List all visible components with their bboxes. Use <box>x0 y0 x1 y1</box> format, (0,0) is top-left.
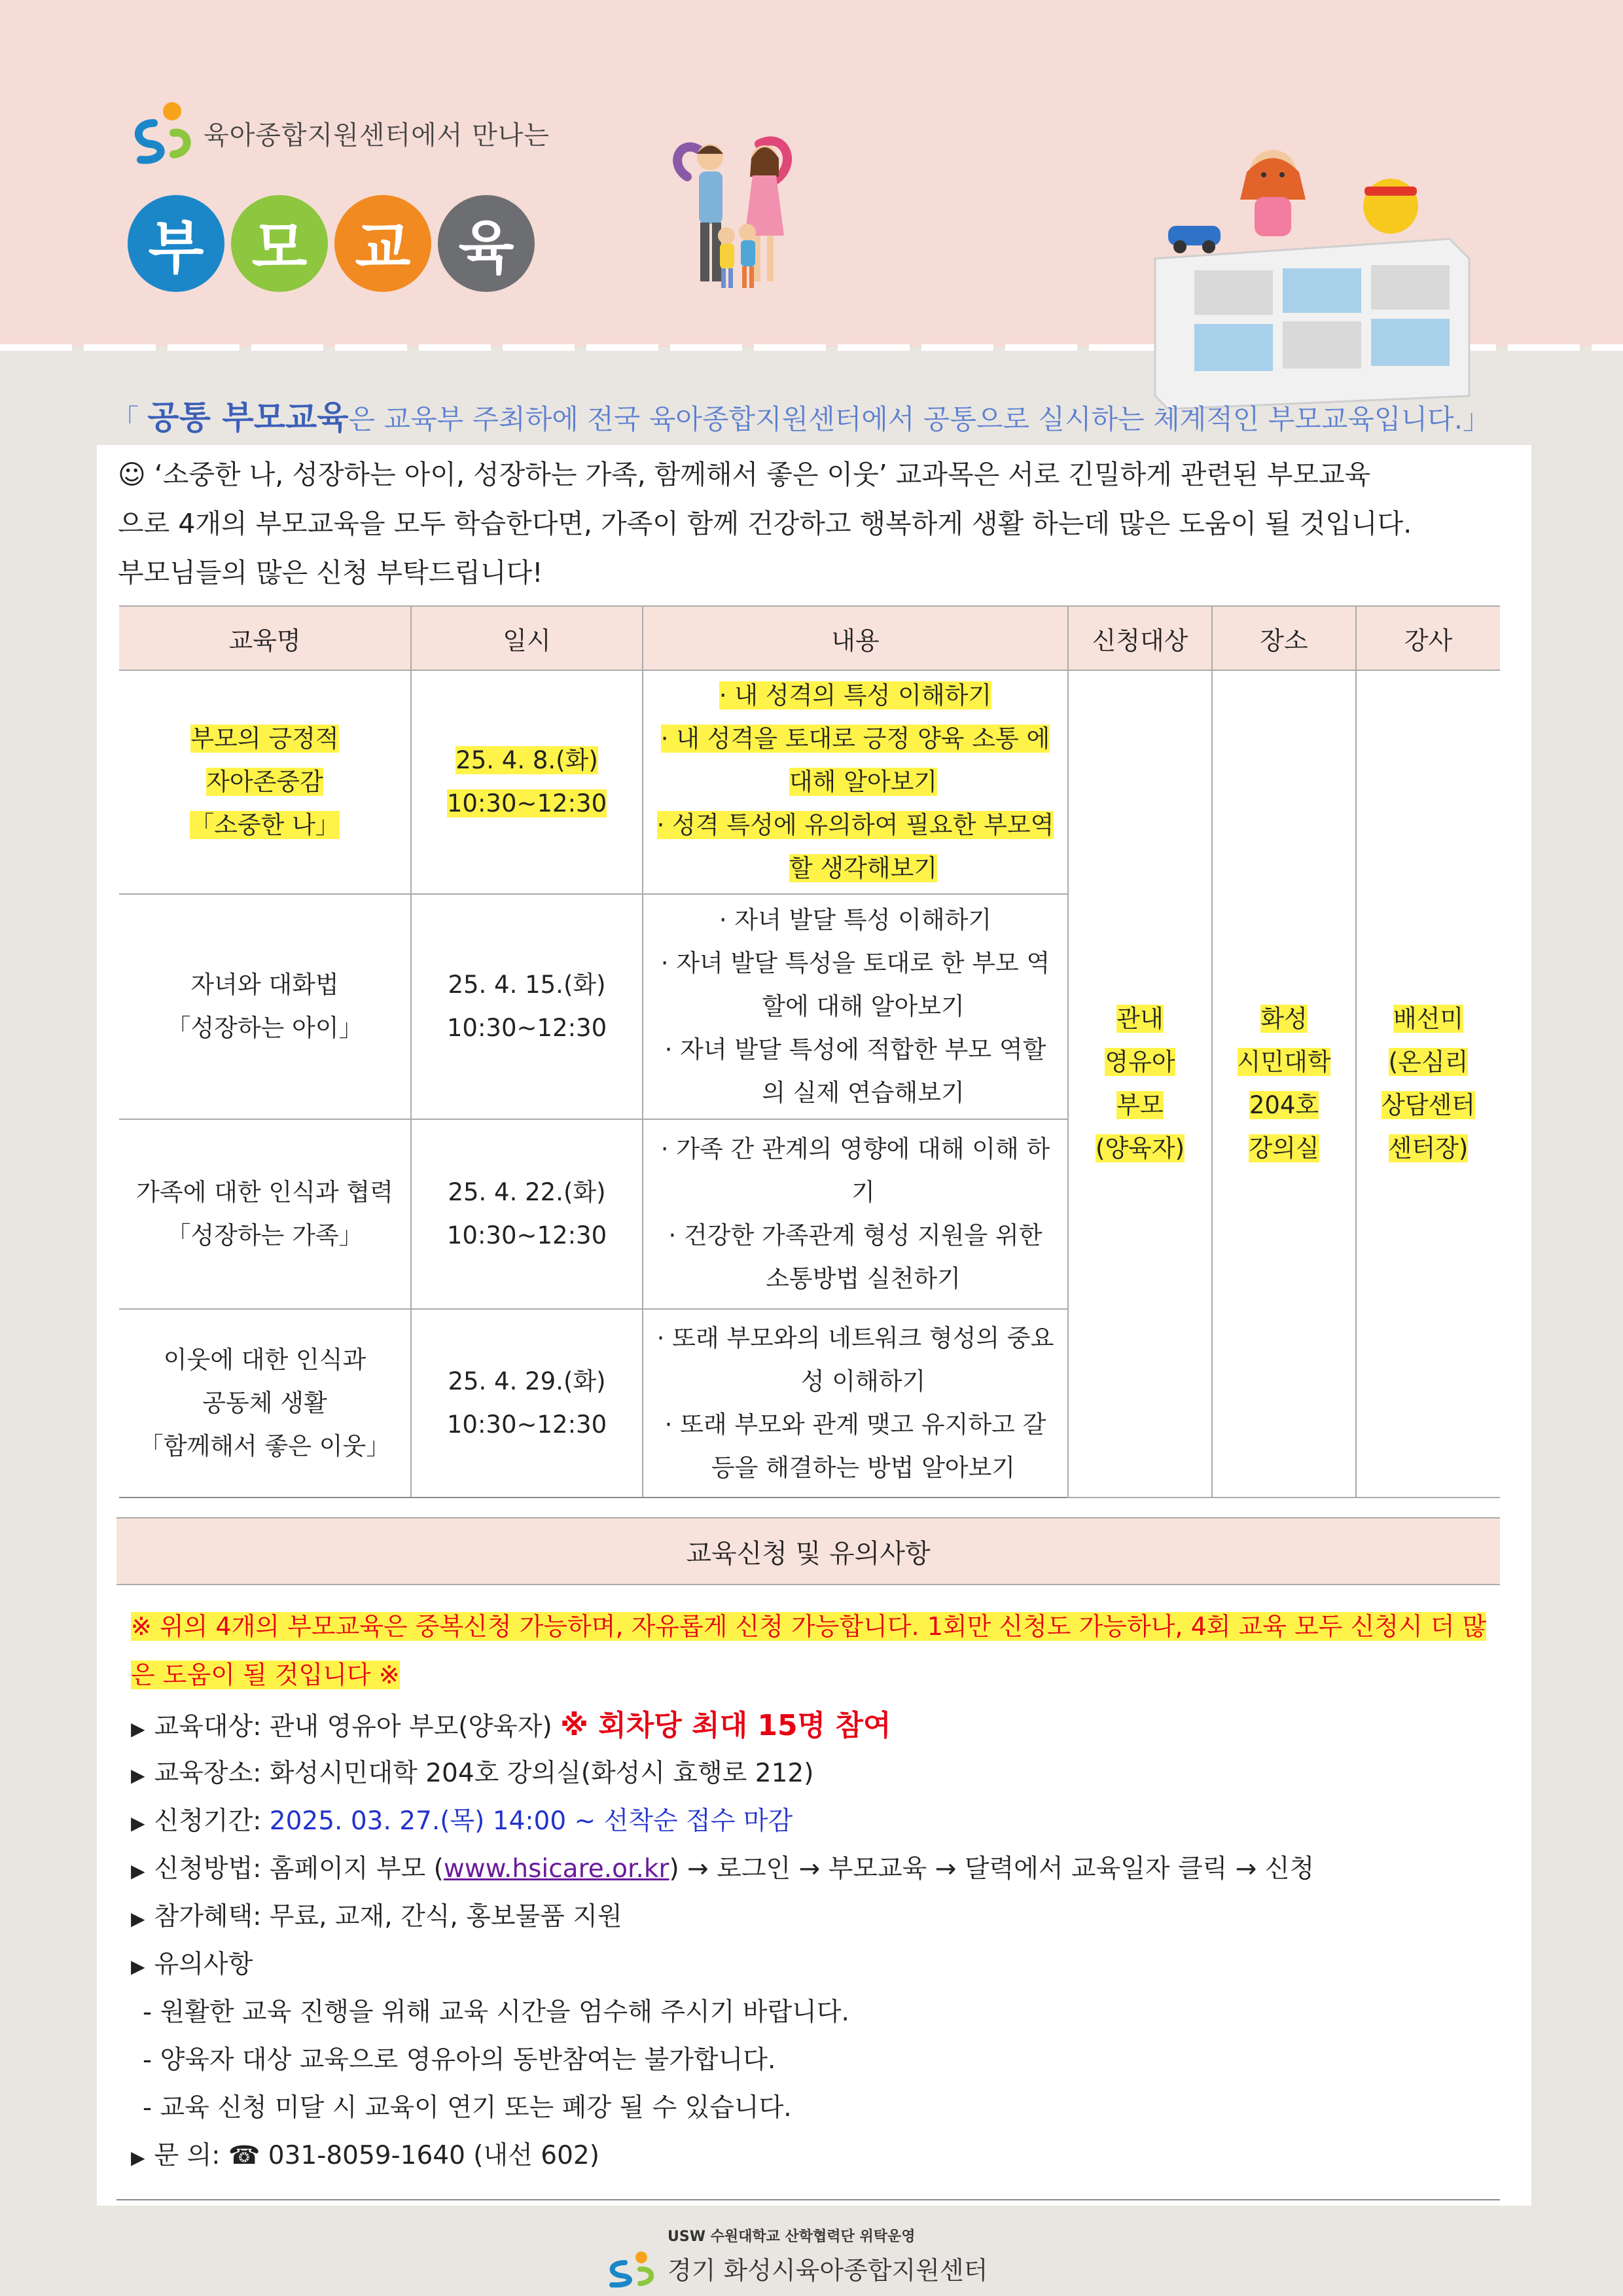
target-line: 영유아 <box>1105 1048 1175 1076</box>
content-item: · 가족 간 관계의 영향에 대해 이해 하기 <box>660 1135 1050 1206</box>
intro-line-2: 으로 4개의 부모교육을 모두 학습한다면, 가족이 함께 건강하고 행복하게 생활 하는데 많은 도움이 될 것입니다. <box>118 508 1412 539</box>
session-name-line: 「소중한 나」 <box>190 811 340 839</box>
content-item: · 자녀 발달 특성 이해하기 <box>719 906 992 934</box>
session-name <box>119 1309 411 1498</box>
content-item: · 내 성격을 토대로 긍정 양육 소통 에 대해 알아보기 <box>660 725 1050 796</box>
session-time: 10:30~12:30 <box>446 1410 607 1439</box>
session-datetime <box>411 670 643 894</box>
place-line: 204호 <box>1249 1091 1319 1119</box>
session-name-line: 이웃에 대한 인식과 <box>163 1346 366 1374</box>
session-date: 25. 4. 29.(화) <box>448 1367 606 1395</box>
family-illustration <box>661 124 818 297</box>
place-line: 시민대학 <box>1237 1048 1331 1076</box>
warning-text: ※ 위의 4개의 부모교육은 중복신청 가능하며, 자유롭게 신청 가능합니다. 1회만 신청도 가능하나, 4회 교육 모두 신청시 더 많은 도움이 될 것입니다 ※ <box>131 1612 1487 1689</box>
target-line: 부모 <box>1116 1091 1164 1119</box>
place-cell <box>1212 670 1356 1498</box>
content-item: · 자녀 발달 특성에 적합한 부모 역할의 실제 연습해보기 <box>664 1035 1046 1107</box>
col-header-place: 장소 <box>1212 606 1356 670</box>
session-name-line: 「함께해서 좋은 이웃」 <box>139 1432 391 1460</box>
session-content <box>643 1119 1068 1309</box>
session-content <box>643 1309 1068 1498</box>
notice-open-bracket: 「 <box>111 403 139 435</box>
triangle-bullet-icon: ▶ <box>131 1812 145 1834</box>
target-label: 교육대상: 관내 영유아 부모(양육자) <box>154 1712 552 1742</box>
info-period <box>131 1797 1492 1845</box>
col-header-target: 신청대상 <box>1068 606 1212 670</box>
content-item: · 또래 부모와의 네트워크 형성의 중요성 이해하기 <box>656 1324 1054 1395</box>
session-time: 10:30~12:30 <box>446 1014 607 1042</box>
triangle-bullet-icon: ▶ <box>131 1718 145 1740</box>
period-value: 2025. 03. 27.(목) 14:00 ~ 선착순 접수 마감 <box>269 1806 793 1836</box>
notice-emphasis: 공통 부모교육 <box>147 399 349 437</box>
benefit-text: 참가혜택: 무료, 교재, 간식, 홍보물품 지원 <box>154 1902 622 1931</box>
triangle-bullet-icon: ▶ <box>131 1908 145 1929</box>
session-date: 25. 4. 8.(화) <box>455 746 598 774</box>
lecturer-line: 센터장) <box>1388 1134 1469 1162</box>
session-name-line: 자아존중감 <box>206 768 323 796</box>
footer-brand <box>602 2248 1060 2287</box>
session-date: 25. 4. 15.(화) <box>448 971 606 999</box>
content-item: · 자녀 발달 특성을 토대로 한 부모 역할에 대해 알아보기 <box>660 949 1050 1020</box>
triangle-bullet-icon: ▶ <box>131 1956 145 1977</box>
target-line: 관내 <box>1116 1005 1164 1033</box>
table-row <box>119 670 1500 894</box>
period-label: 신청기간: <box>154 1806 270 1836</box>
intro-text <box>118 450 1499 598</box>
info-benefit <box>131 1893 1492 1941</box>
bottom-divider <box>116 2199 1500 2200</box>
content-item: · 내 성격의 특성 이해하기 <box>719 681 992 709</box>
session-name-line: 공동체 생활 <box>202 1389 327 1417</box>
session-name-line: 가족에 대한 인식과 협력 <box>136 1178 393 1206</box>
title-char-2: 모 <box>231 195 328 292</box>
caution-title: 유의사항 <box>154 1950 253 1979</box>
target-line: (양육자) <box>1095 1134 1185 1162</box>
caution-item: - 교육 신청 미달 시 교육이 연기 또는 폐강 될 수 있습니다. <box>143 2093 792 2123</box>
col-header-date: 일시 <box>411 606 643 670</box>
capacity-note: ※ 회차당 최대 15명 참여 <box>560 1709 891 1742</box>
apply-section-heading: 교육신청 및 유의사항 <box>116 1517 1500 1585</box>
header-subtitle: 육아종합지원센터에서 만나는 <box>204 120 550 151</box>
target-cell <box>1068 670 1212 1498</box>
intro-line-3: 부모님들의 많은 신청 부탁드립니다! <box>118 557 543 588</box>
title-char-3: 교 <box>334 195 431 292</box>
method-label: 신청방법: 홈페이지 부모 ( <box>154 1854 444 1884</box>
apply-info-list <box>131 1702 1492 2179</box>
col-header-content: 내용 <box>643 606 1068 670</box>
session-time: 10:30~12:30 <box>446 1221 607 1249</box>
toy-shelf-illustration <box>1142 147 1482 412</box>
session-content <box>643 894 1068 1119</box>
intro-line-1: ☺ ‘소중한 나, 성장하는 아이, 성장하는 가족, 함께해서 좋은 이웃’ 교과목은 서로 긴밀하게 관련된 부모교육 <box>118 459 1371 490</box>
session-datetime <box>411 1309 643 1498</box>
method-steps: ) → 로그인 → 부모교육 → 달력에서 교육일자 클릭 → 신청 <box>669 1854 1315 1884</box>
triangle-bullet-icon: ▶ <box>131 1860 145 1882</box>
center-logo-icon <box>128 97 200 169</box>
session-name-line: 부모의 긍정적 <box>190 725 339 753</box>
center-name: 경기 화성시육아종합지원센터 <box>668 2255 988 2285</box>
col-header-lecturer: 강사 <box>1356 606 1500 670</box>
col-header-name: 교육명 <box>119 606 411 670</box>
session-datetime <box>411 894 643 1119</box>
session-time: 10:30~12:30 <box>446 789 607 817</box>
session-date: 25. 4. 22.(화) <box>448 1178 606 1206</box>
operator-note: USW 수원대학교 산학협력단 위탁운영 <box>668 2229 916 2245</box>
place-line: 강의실 <box>1249 1134 1319 1162</box>
homepage-link[interactable]: www.hsicare.or.kr <box>443 1854 669 1884</box>
info-method <box>131 1845 1492 1893</box>
center-logo-icon <box>602 2248 661 2287</box>
info-caution-title <box>131 1941 1492 1988</box>
info-place <box>131 1749 1492 1797</box>
content-item: · 또래 부모와 관계 맺고 유지하고 갈등을 해결하는 방법 알아보기 <box>664 1410 1046 1482</box>
contact-text: 문 의: ☎ 031-8059-1640 (내선 602) <box>154 2141 599 2170</box>
notice-rest: 은 교육부 주최하에 전국 육아종합지원센터에서 공통으로 실시하는 체계적인 부모교육입니다.」 <box>348 403 1491 435</box>
place-line: 화성 <box>1260 1005 1308 1033</box>
table-header-row <box>119 606 1500 670</box>
session-datetime <box>411 1119 643 1309</box>
title-circles <box>128 195 541 292</box>
title-char-4: 육 <box>438 195 535 292</box>
caution-item: - 원활한 교육 진행을 위해 교육 시간을 엄수해 주시기 바랍니다. <box>143 1998 849 2027</box>
triangle-bullet-icon: ▶ <box>131 1765 145 1786</box>
lecturer-cell <box>1356 670 1500 1498</box>
subtitle-row <box>128 97 550 169</box>
place-text: 교육장소: 화성시민대학 204호 강의실(화성시 효행로 212) <box>154 1759 814 1788</box>
program-notice <box>111 391 1512 439</box>
duplicate-apply-warning <box>131 1602 1492 1699</box>
footer <box>602 2225 1060 2287</box>
lecturer-line: 배선미 <box>1393 1005 1464 1033</box>
session-name-line: 「성장하는 가족」 <box>166 1221 363 1249</box>
schedule-table <box>119 605 1500 1498</box>
info-target <box>131 1702 1492 1749</box>
info-contact <box>131 2132 1492 2179</box>
title-char-1: 부 <box>128 195 224 292</box>
session-name <box>119 1119 411 1309</box>
caution-item: - 양육자 대상 교육으로 영유아의 동반참여는 불가합니다. <box>143 2045 776 2075</box>
session-name <box>119 670 411 894</box>
session-name-line: 「성장하는 아이」 <box>166 1014 363 1042</box>
triangle-bullet-icon: ▶ <box>131 2147 145 2168</box>
session-name <box>119 894 411 1119</box>
content-item: · 성격 특성에 유의하여 필요한 부모역할 생각해보기 <box>656 811 1054 882</box>
content-item: · 건강한 가족관계 형성 지원을 위한 소통방법 실천하기 <box>668 1221 1043 1293</box>
session-content <box>643 670 1068 894</box>
lecturer-line: 상담센터 <box>1382 1091 1475 1119</box>
lecturer-line: (온심리 <box>1388 1048 1469 1076</box>
session-name-line: 자녀와 대화법 <box>190 971 339 999</box>
